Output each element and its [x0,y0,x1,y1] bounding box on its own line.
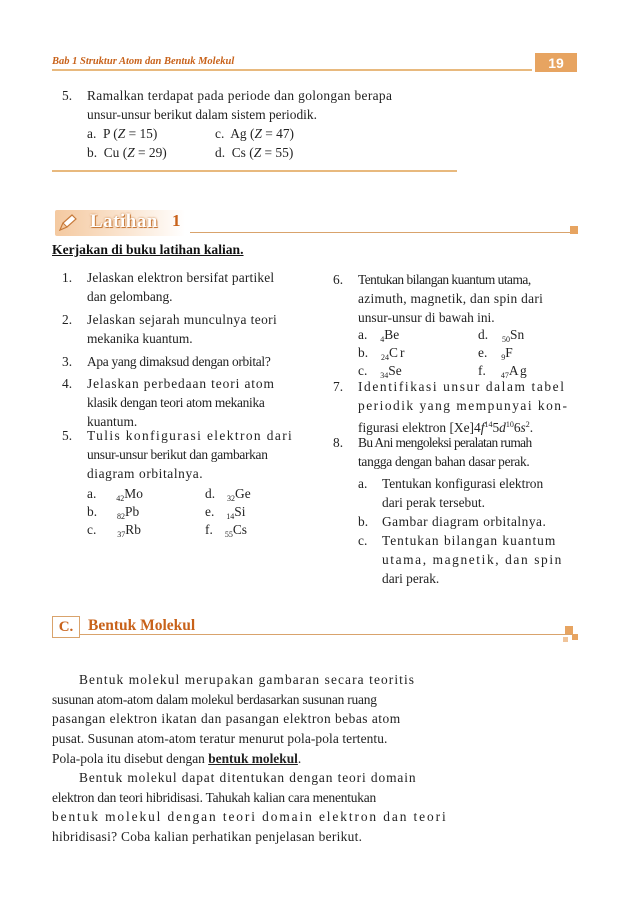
q5-option-c: c. $_{37}$Rb [87,522,141,539]
latihan-number: 1 [172,211,181,230]
key-term: bentuk molekul [208,750,298,766]
q6-option-c: c. $_{34}$Se [358,363,402,380]
electron-config-line: figurasi elektron $[Xe]4f^{14}5d^{10}6s^2$. [358,420,534,435]
q6-option-f: f. $_{47}$Ag [478,363,529,380]
option-d: d. Cs (Z = 55) [215,145,294,160]
question-text-line: Ramalkan terdapat pada periode dan golongan berapa [87,88,393,103]
intro-question [62,86,462,166]
intro-rule [52,170,457,172]
decor-square [565,626,573,634]
chapter-header: Bab 1 Struktur Atom dan Bentuk Molekul [52,56,235,67]
q5-option-b: b. $_{82}$Pb [87,504,140,521]
pencil-icon [57,212,79,234]
q6-option-d: d. $_{50}$Sn [478,327,525,344]
latihan-rule [190,232,578,233]
exercise-instruction: Kerjakan di buku latihan kalian. [52,242,244,257]
option-b: b. Cu (Z = 29) [87,145,167,160]
option-c: c. Ag (Z = 47) [215,126,295,141]
decor-square [572,634,578,640]
section-letter: C. [52,616,80,638]
q5-option-f: f. $_{55}$Cs [205,522,247,539]
question-text-line: unsur-unsur berikut dalam sistem periodik. [87,107,317,122]
q5-option-d: d. $_{32}$Ge [205,486,251,503]
header-rule [52,69,532,71]
question-number: 5. [62,88,73,103]
q6-option-e: e. $_9$F [478,345,513,362]
paragraph-2: Bentuk molekul dapat ditentukan dengan teori domain elektron dan teori hibridisasi. Tahukah kalian cara menentukan bentuk molekul dengan teori domain elektron dan teori hibridisasi? Coba kalian perhatikan penjelasan berikut. [52,770,448,845]
q6-option-b: b. $_{24}$Cr [358,345,407,362]
decor-square [563,637,568,642]
q6-option-a: a. $_4$Be [358,327,400,344]
q5-option-a: a. $_{42}$Mo [87,486,143,503]
latihan-label: Latihan [90,211,158,232]
q5-option-e: e. $_{14}$Si [205,504,246,521]
paragraph-1: Bentuk molekul merupakan gambaran secara teoritis susunan atom-atom dalam molekul berdasarkan susunan ruang pasangan elektron ikatan dan pasangan elektron bebas atom pusat. Susunan atom-atom teratur menurut pola-pola tertentu. Pola-pola itu disebut dengan bentuk molekul. [52,672,416,766]
decor-square [570,226,578,234]
page-number: 19 [535,53,577,72]
option-a: a. P (Z = 15) [87,126,158,141]
section-title: Bentuk Molekul [88,617,196,634]
